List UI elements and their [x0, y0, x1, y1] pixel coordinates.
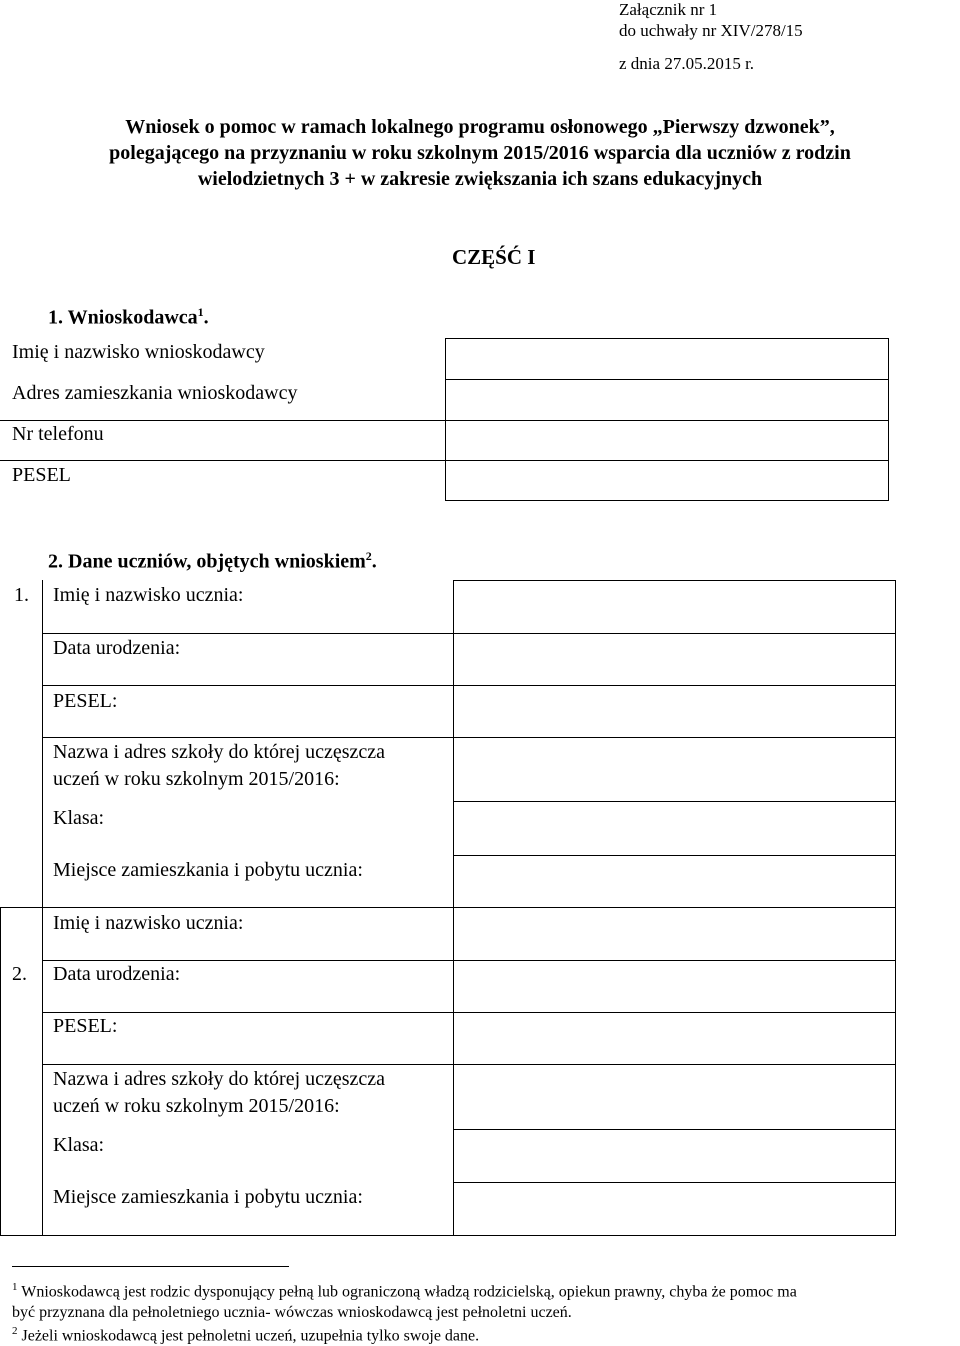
- table-row-border: [42, 633, 895, 634]
- applicant-pesel-label: PESEL: [12, 464, 71, 486]
- table-row-border: [453, 1129, 895, 1130]
- title-line-3: wielodzietnych 3 + w zakresie zwiększania ich szans edukacyjnych: [197, 168, 763, 190]
- footnote-ref-1: 1: [197, 305, 204, 319]
- table-row-border: [42, 685, 895, 686]
- student-2-pesel-label: PESEL:: [53, 1015, 118, 1037]
- section-2-heading: 2. Dane uczniów, objętych wnioskiem$^2$.: [48, 549, 377, 573]
- divider: [0, 460, 445, 461]
- student-1-class-label: Klasa:: [53, 807, 105, 829]
- footnote-2: [12, 1321, 957, 1346]
- student-2-school-label-cont: uczeń w roku szkolnym 2015/2016:: [53, 1095, 340, 1117]
- footnote-ref-2: 2: [365, 549, 372, 563]
- footnote-2-text: Jeżeli wnioskodawcą jest pełnoletni uczeń, uzupełnia tylko swoje dane.: [21, 1327, 480, 1345]
- table-bottom-border: [0, 1235, 896, 1236]
- applicant-name-label: Imię i nazwisko wnioskodawcy: [12, 341, 265, 363]
- applicant-phone-field[interactable]: [445, 420, 889, 461]
- student-2-birth-label: Data urodzenia:: [53, 963, 181, 985]
- student-1-pesel-label: PESEL:: [53, 690, 118, 712]
- document-title: [40, 114, 920, 192]
- table-row-border: [42, 1064, 895, 1065]
- table-left-border: [42, 580, 43, 1236]
- footnote-2-mark: 2: [12, 1325, 18, 1337]
- table-outer-left-border: [0, 907, 1, 1236]
- student-2-residence-label: Miejsce zamieszkania i pobytu ucznia:: [53, 1186, 363, 1208]
- table-row-border: [453, 855, 895, 856]
- footnote-1: [12, 1277, 957, 1323]
- student-2-school-label: Nazwa i adres szkoły do której uczęszcza: [53, 1068, 386, 1090]
- part-label: CZĘŚĆ I: [452, 245, 536, 269]
- table-row-border: [0, 907, 453, 908]
- student-2-class-label: Klasa:: [53, 1134, 105, 1156]
- table-row-border: [453, 801, 895, 802]
- student-1-school-label-cont: uczeń w roku szkolnym 2015/2016:: [53, 768, 340, 790]
- applicant-address-label: Adres zamieszkania wnioskodawcy: [12, 382, 298, 404]
- applicant-pesel-field[interactable]: [445, 460, 889, 501]
- table-row-border: [453, 907, 895, 908]
- applicant-phone-label: Nr telefonu: [12, 423, 104, 445]
- student-2-name-label: Imię i nazwisko ucznia:: [53, 912, 244, 934]
- resolution-number: do uchwały nr XIV/278/15: [619, 21, 803, 40]
- divider: [0, 420, 445, 421]
- attachment-number: Załącznik nr 1: [619, 0, 718, 19]
- table-right-border: [895, 580, 896, 1236]
- table-top-border: [453, 580, 895, 581]
- resolution-date: z dnia 27.05.2015 r.: [619, 54, 755, 73]
- student-1-birth-label: Data urodzenia:: [53, 637, 181, 659]
- title-line-2: polegającego na przyznaniu w roku szkolnym 2015/2016 wsparcia dla uczniów z rodzin: [109, 142, 851, 164]
- student-1-school-label: Nazwa i adres szkoły do której uczęszcza: [53, 741, 386, 763]
- footnote-separator: [12, 1266, 289, 1267]
- student-1-name-label: Imię i nazwisko ucznia:: [53, 584, 244, 606]
- table-row-border: [453, 1182, 895, 1183]
- footnote-1-text: Wnioskodawcą jest rodzic dysponujący pełną lub ograniczoną władzą rodzicielską, opiekun prawny, chyba że pomoc ma: [21, 1283, 797, 1301]
- table-row-border: [42, 1012, 895, 1013]
- section-1-heading: 1. Wnioskodawca$^1$.: [48, 305, 209, 329]
- footnote-1-mark: 1: [12, 1281, 18, 1293]
- table-row-border: [42, 737, 895, 738]
- student-1-residence-label: Miejsce zamieszkania i pobytu ucznia:: [53, 859, 363, 881]
- student-2-number: 2.: [12, 963, 27, 985]
- footnote-1-text-cont: być przyznana dla pełnoletniego ucznia- wówczas wnioskodawcą jest pełnoletni uczeń.: [12, 1304, 572, 1322]
- student-1-number: 1.: [14, 584, 29, 606]
- title-line-1: Wniosek o pomoc w ramach lokalnego programu osłonowego „Pierwszy dzwonek”,: [125, 116, 835, 138]
- applicant-address-field[interactable]: [445, 379, 889, 421]
- applicant-name-field[interactable]: [445, 338, 889, 380]
- table-mid-border: [453, 580, 454, 1236]
